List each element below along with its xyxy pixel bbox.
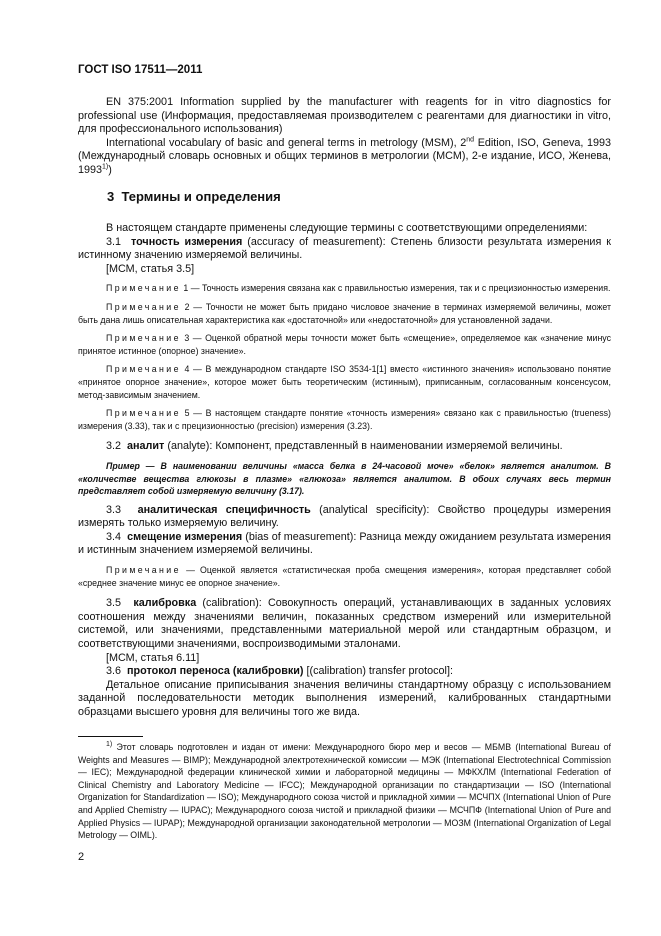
reference-msm: International vocabulary of basic and general terms in metrology (MSM), 2nd Edition, ISO, Geneva, 1993 (Международный словарь основных и общих терминов в метрологии (МСМ), 2-е издание, ИСО, Женева, 1993$^{1)}$)	[78, 136, 612, 176]
term-3-4: 3.4 смещение измерения (bias of measurement): Разница между ожиданием результата измерения и истинным значением измеряемой величины.	[78, 530, 612, 557]
note-3-1-1: Примечание 1 — Точность измерения связана как с правильностью измерения, так и с прецизионностью измерения.	[106, 283, 611, 294]
note-3-1-5: Примечание 5 — В настоящем стандарте понятие «точность измерения» связано как с правильностью (trueness) измерения (3.33), так и с прецизионностью (precision) измерения (3.23).	[78, 408, 611, 431]
footnote-mark: 1)	[106, 741, 113, 749]
section-heading: 3 Термины и определения	[107, 189, 281, 204]
reference-en375: EN 375:2001 Information supplied by the manufacturer with reagents for in vitro diagnostics for professional use (Информация, предоставляемая производителем с реагентами для диагностики in vitro, для профессионального использования)	[78, 96, 611, 136]
document-header: ГОСТ ISO 17511—2011	[78, 64, 203, 76]
footnote-divider	[78, 736, 143, 737]
term-3-1: 3.1 точность измерения (accuracy of measurement): Степень близости результата измерения к истинному значению измеряемой величины.	[78, 235, 611, 262]
page-number: 2	[78, 851, 85, 863]
note-3-1-4: Примечание 4 — В международном стандарте ISO 3534-1[1] вместо «истинного значения» использовано понятие «принятое опорное значение», которое может быть теоретическим (истинным), приписанным, согласованным консенсусом, метод-зависимым значением.	[78, 364, 611, 400]
note-3-1-3: Примечание 3 — Оценкой обратной меры точности может быть «смещение», определяемое как «значение минус принятое истинное (опорное) значение».	[78, 333, 611, 356]
footnote-ref: 1)	[102, 163, 109, 171]
example-3-2: Пример — В наименовании величины «масса белка в 24-часовой моче» «белок» является аналитом. В «количестве вещества глюкозы в плазме» «глюкоза» является аналитом. В обоих случаях весь термин представляет собой измеряемую величину (3.17).	[78, 460, 611, 497]
intro-paragraph: В настоящем стандарте применены следующие термины с соответствующими определениями:	[106, 222, 588, 234]
term-3-6-definition: Детальное описание приписывания значения величины стандартному образцу с использованием заданной последовательности методик выполнения измерений, калиброванных стандартными образцами высшего уровня для величины того же вида.	[78, 678, 611, 718]
term-3-5-source: [МСМ, статья 6.11]	[106, 651, 200, 664]
footnote: $^{1)}$ Этот словарь подготовлен и издан от имени: Международного бюро мер и весов — МБМВ (International Bureau of Weights and Measures — BIMP); Международной электротехнической комиссии — МЭК (International Electrotechnical Commission — IEC); Международной федерации клинической химии и лабораторной медицины — МФКХЛМ (International Federation of Clinical Chemistry and Laboratory Medicine — IFCC); Международной организации по стандартизации — ISO (International Organization for Standardization — ISO); Международного союза чистой и прикладной химии — МСЧПХ (International Union of Pure and Applied Chemistry — IUPAC); Международного союза чистой и прикладной физики — МСЧПФ (International Union of Pure and Applied Physics — IUPAP); Международной организации законодательной метрологии — МОЗМ (International Organization of Legal Metrology — OIML).	[78, 741, 611, 841]
note-3-1-2: Примечание 2 — Точности не может быть придано числовое значение в терминах измеряемой величины, может быть дана лишь описательная характеристика как «достаточной» или «недостаточной» для установленной задачи.	[78, 301, 611, 325]
term-3-3: 3.3 аналитическая специфичность (analytical specificity): Свойство процедуры измерения измерять только измеряемую величину.	[78, 503, 612, 530]
terms-block	[78, 222, 611, 720]
term-3-1-source: [МСМ, статья 3.5]	[106, 262, 195, 275]
term-3-6: 3.6 протокол переноса (калибровки) [(calibration) transfer protocol]:	[106, 665, 453, 678]
references-block	[78, 96, 611, 178]
term-3-5: 3.5 калибровка (calibration): Совокупность операций, устанавливающих в заданных условиях соотношения между значениями величин, показанных средством измерений или измерительной системой, или значениями, представленными материальной мерой или стандартным образцом, и соответствующими значениями, воспроизводимыми эталонами.	[78, 597, 611, 651]
note-3-4: Примечание — Оценкой является «статистическая проба смещения измерения», которая представляет собой «среднее значение минус ее опорное значение».	[78, 565, 611, 588]
term-3-2: 3.2 аналит (analyte): Компонент, представленный в наименовании измеряемой величины.	[106, 440, 563, 453]
